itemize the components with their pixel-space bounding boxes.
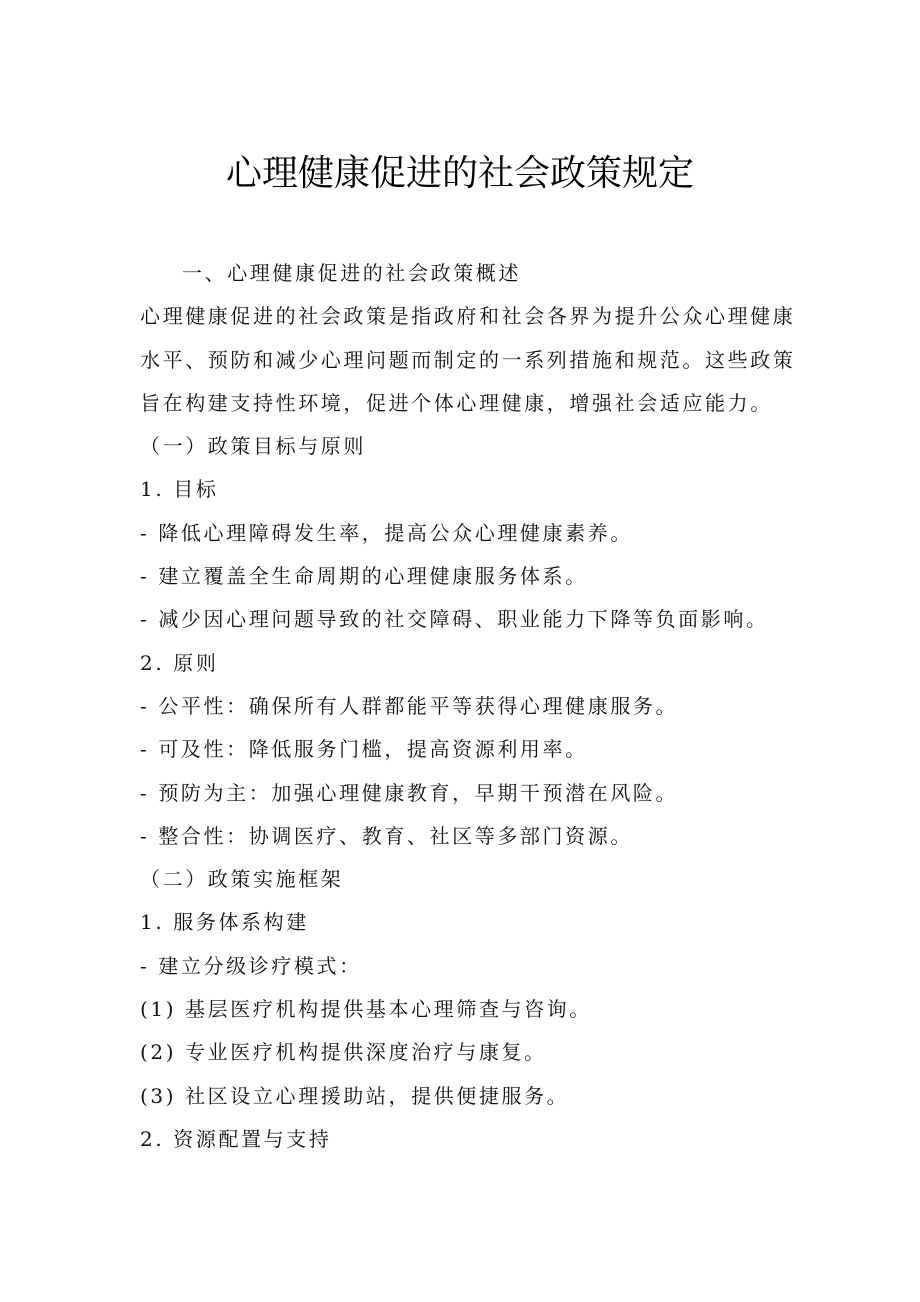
bullet-item: - 可及性：降低服务门槛，提高资源利用率。 [140,737,588,762]
numbered-heading: 1. 目标 [140,477,219,502]
section-heading: 一、心理健康促进的社会政策概述 [182,261,521,285]
paragraph-line: 旨在构建支持性环境，促进个体心理健康，增强社会适应能力。 [140,390,773,415]
paragraph-line: 心理健康促进的社会政策是指政府和社会各界为提升公众心理健康 [140,304,796,329]
document-title: 心理健康促进的社会政策规定 [225,153,694,194]
bullet-item: - 整合性：协调医疗、教育、社区等多部门资源。 [140,823,633,848]
numbered-heading: 2. 资源配置与支持 [140,1126,332,1151]
bullet-item: - 公平性：确保所有人群都能平等获得心理健康服务。 [140,693,679,718]
bullet-item: - 建立覆盖全生命周期的心理健康服务体系。 [140,564,588,589]
numbered-heading: 1. 服务体系构建 [140,910,309,935]
numbered-item: (2) 专业医疗机构提供深度治疗与康复。 [140,1040,547,1065]
document-body [140,252,796,1161]
numbered-item: (3) 社区设立心理援助站，提供便捷服务。 [140,1083,570,1108]
bullet-item: - 减少因心理问题导致的社交障碍、职业能力下降等负面影响。 [140,607,769,632]
numbered-item: (1) 基层医疗机构提供基本心理筛查与咨询。 [140,997,592,1022]
bullet-item: - 预防为主：加强心理健康教育，早期干预潜在风险。 [140,780,679,805]
bullet-item: - 降低心理障碍发生率，提高公众心理健康素养。 [140,520,633,545]
paragraph-line: 水平、预防和减少心理问题而制定的一系列措施和规范。这些政策 [140,347,796,372]
bullet-item: - 建立分级诊疗模式： [140,953,362,978]
subsection-heading: （二）政策实施框架 [140,867,344,892]
subsection-heading: （一）政策目标与原则 [140,434,366,459]
numbered-heading: 2. 原则 [140,650,219,675]
